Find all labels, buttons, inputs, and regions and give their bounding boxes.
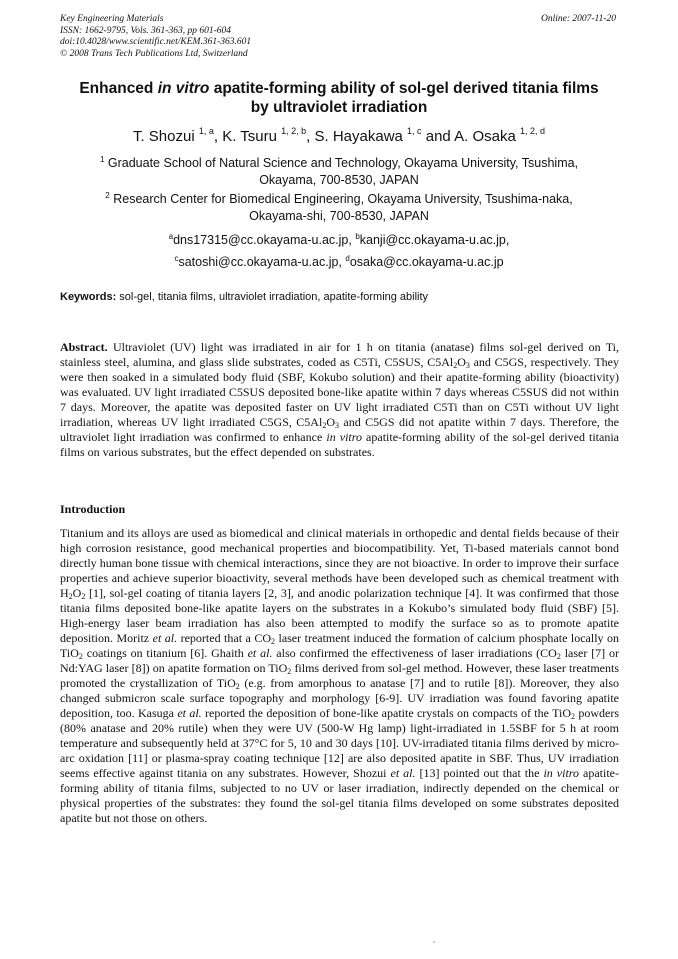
email-link[interactable]: osaka@cc.okayama-u.ac.jp [349, 255, 504, 269]
issn-line: ISSN: 1662-9795, Vols. 361-363, pp 601-604 [60, 25, 231, 36]
keywords: Keywords: sol-gel, titania films, ultraviolet irradiation, apatite-forming ability [60, 291, 429, 303]
author-name: K. Tsuru [222, 128, 277, 145]
author-name: A. Osaka [454, 128, 516, 145]
affiliation-1: $^1$ Graduate School of Natural Science and Technology, Okayama University, Tsushima, Okayama, 700-8530, JAPAN [99, 155, 579, 187]
page-dot [433, 941, 435, 943]
author-list: T. Shozui $^{1, a}$, K. Tsuru $^{1, 2, b}$, S. Hayakawa $^{1, c}$ and A. Osaka $^{1, 2, d}$ [132, 126, 546, 145]
copyright-line: © 2008 Trans Tech Publications Ltd, Switzerland [60, 48, 248, 59]
abstract: Abstract. Ultraviolet (UV) light was irradiated in air for 1 h on titania (anatase) films sol-gel derived on Ti, stainless steel, alumina, and glass slide substrates, coded as C5Ti, C5SUS, $C5Al_2O_3$ and C5GS, respectively. They were then soaked in a simulated body fluid (SBF, Kokubo solution) and their apatite-forming ability (bioactivity) was evaluated. UV light irradiated C5SUS deposited bone-like apatite within 7 days whereas C5SUS did not within 7 days. Moreover, the apatite was deposited faster on UV light irradiated C5Ti than on C5Ti without UV light irradiation, whereas UV light irradiated C5GS, $C5Al_2O_3$ and C5GS did not apatite within 7 days. Therefore, the ultraviolet light irradiation was confirmed to enhance in vitro apatite-forming ability of the sol-gel derived titania films on various substrates, but the effect depended on substrates. [60, 340, 620, 459]
email-link[interactable]: satoshi@cc.okayama-u.ac.jp [178, 255, 339, 269]
email-list: $^a$dns17315@cc.okayama-u.ac.jp, $^b$kanji@cc.okayama-u.ac.jp, $^c$satoshi@cc.okayama-u.ac.jp, $^d$osaka@cc.okayama-u.ac.jp [168, 232, 510, 269]
paper-title: Enhanced in vitro apatite-forming ability of sol-gel derived titania films by ultraviolet irradiation [79, 80, 599, 116]
online-date: Online: 2007-11-20 [540, 14, 616, 24]
journal-header [60, 14, 251, 60]
email-link[interactable]: dns17315@cc.okayama-u.ac.jp [173, 233, 349, 247]
author-name: S. Hayakawa [314, 128, 403, 145]
doi-line: doi:10.4028/www.scientific.net/KEM.361-363.601 [60, 37, 252, 47]
section-heading: Introduction [60, 502, 126, 516]
email-link[interactable]: kanji@cc.okayama-u.ac.jp [359, 233, 506, 247]
author-name: T. Shozui [132, 128, 195, 145]
journal-name: Key Engineering Materials [60, 14, 164, 24]
introduction-body: Titanium and its alloys are used as biomedical and clinical materials in orthopedic and dental fields because of their high corrosion resistance, good mechanical properties and biocompatibility. Yet, Ti-based materials cannot bond directly human bone tissue with chemical interactions, since they are not bioactive. In order to improve their surface properties and achieve superior bioactivity, several methods have been developed such as chemical treatment with $H_2O_2$ [1], sol-gel coating of titania layers [2, 3], and anodic polarization technique [4]. It was confirmed that those titania films deposited bone-like apatite layers on the substrates in a Kokubo’s simulated body fluid (SBF) [5]. High-energy laser beam irradiation has also been attempted to modify the surface so as to promote apatite deposition. Moritz et al. reported that a $CO_2$ laser treatment induced the formation of calcium phosphate locally on TiO$_2$ coatings on titanium [6]. Ghaith et al. also confirmed the effectiveness of laser irradiations ($CO_2$ laser [7] or Nd:YAG laser [8]) on apatite formation on TiO$_2$ films derived from sol-gel method. However, these laser treatments promoted the crystallization of TiO$_2$ (e.g. from amorphous to anatase [7] and to rutile [8]). Moreover, they also changed submicron scale surface topography and morphology [6-9]. UV irradiation was found favoring apatite deposition, too. Kasuga et al. reported the deposition of bone-like apatite crystals on compacts of the TiO$_2$ powders (80% anatase and 20% rutile) when they were UV (500-W Hg lamp) light-irradiated in 1.5SBF for 5 h at room temperature and subsequently held at 37°C for 5, 10 and 30 days [10]. UV-irradiated titania films derived by micro-arc oxidation [11] or plasma-spray coating technique [12] are also deposited apatite in SBF. Thus, UV irradiation seems effective against titania on any substrates. However, Shozui et al. [13] pointed out that the in vitro apatite-forming ability of titania films, subjected to no UV or laser irradiation, indirectly depended on the chemical or physical properties of the substrates: they found the sol-gel titania films developed on some substrates deposited apatite but not those on others. [60, 526, 620, 825]
affiliation-2: $^2$ Research Center for Biomedical Engineering, Okayama University, Tsushima-naka, Okayama-shi, 700-8530, JAPAN [105, 191, 573, 223]
